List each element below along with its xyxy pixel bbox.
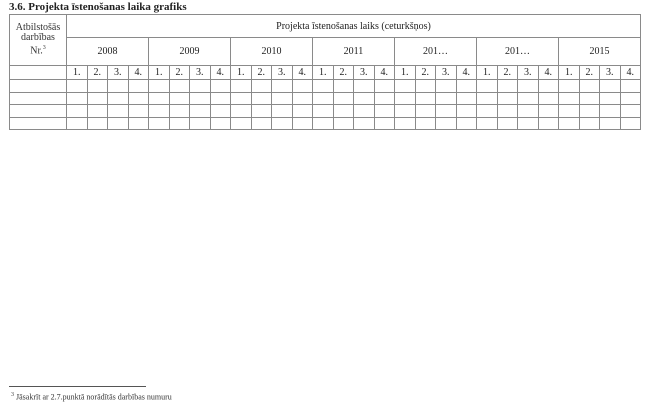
schedule-cell[interactable]: [518, 80, 539, 93]
quarter-header: 2.: [87, 66, 108, 80]
schedule-cell[interactable]: [292, 105, 313, 118]
section-title: 3.6. Projekta īstenošanas laika grafiks: [9, 1, 187, 13]
schedule-cell[interactable]: [395, 92, 416, 105]
schedule-cell[interactable]: [190, 92, 211, 105]
schedule-cell[interactable]: [518, 117, 539, 130]
schedule-cell[interactable]: [251, 105, 272, 118]
quarter-header: 2.: [415, 66, 436, 80]
year-header: 2015: [559, 38, 641, 66]
schedule-cell[interactable]: [456, 117, 477, 130]
schedule-cell[interactable]: [190, 117, 211, 130]
schedule-cell[interactable]: [87, 92, 108, 105]
schedule-cell[interactable]: [87, 80, 108, 93]
quarter-header: 1.: [231, 66, 252, 80]
schedule-cell[interactable]: [395, 80, 416, 93]
schedule-cell[interactable]: [415, 117, 436, 130]
schedule-cell[interactable]: [128, 117, 149, 130]
quarter-header: 1.: [149, 66, 170, 80]
schedule-cell[interactable]: [600, 80, 621, 93]
schedule-cell[interactable]: [374, 80, 395, 93]
schedule-cell[interactable]: [108, 92, 129, 105]
schedule-cell[interactable]: [128, 105, 149, 118]
quarter-header: 2.: [251, 66, 272, 80]
schedule-cell[interactable]: [579, 117, 600, 130]
schedule-cell[interactable]: [108, 80, 129, 93]
schedule-cell[interactable]: [149, 105, 170, 118]
quarter-header: 4.: [620, 66, 641, 80]
year-header: 2008: [67, 38, 149, 66]
quarter-header: 4.: [538, 66, 559, 80]
schedule-cell[interactable]: [559, 105, 580, 118]
schedule-cell[interactable]: [67, 105, 88, 118]
schedule-cell[interactable]: [272, 80, 293, 93]
schedule-cell[interactable]: [210, 117, 231, 130]
quarter-header: 3.: [190, 66, 211, 80]
schedule-cell[interactable]: [292, 92, 313, 105]
schedule-cell[interactable]: [477, 92, 498, 105]
footnote: $^3$ Jāsakrīt ar 2.7.punktā norādītās darbības numuru: [11, 392, 172, 402]
schedule-cell[interactable]: [518, 92, 539, 105]
schedule-cell[interactable]: [497, 92, 518, 105]
schedule-cell[interactable]: [354, 80, 375, 93]
schedule-cell[interactable]: [149, 117, 170, 130]
schedule-cell[interactable]: [251, 117, 272, 130]
schedule-cell[interactable]: [333, 105, 354, 118]
schedule-cell[interactable]: [456, 105, 477, 118]
year-header: 2011: [313, 38, 395, 66]
schedule-cell[interactable]: [251, 92, 272, 105]
schedule-cell[interactable]: [415, 80, 436, 93]
schedule-cell[interactable]: [620, 92, 641, 105]
schedule-cell[interactable]: [579, 92, 600, 105]
schedule-cell[interactable]: [497, 117, 518, 130]
schedule-cell[interactable]: [559, 92, 580, 105]
schedule-cell[interactable]: [436, 105, 457, 118]
schedule-cell[interactable]: [436, 80, 457, 93]
schedule-cell[interactable]: [477, 80, 498, 93]
schedule-cell[interactable]: [374, 105, 395, 118]
schedule-cell[interactable]: [538, 117, 559, 130]
year-header: 201…: [395, 38, 477, 66]
schedule-cell[interactable]: [600, 117, 621, 130]
schedule-cell[interactable]: [374, 92, 395, 105]
schedule-cell[interactable]: [251, 80, 272, 93]
schedule-cell[interactable]: [149, 80, 170, 93]
quarter-header: 2.: [497, 66, 518, 80]
schedule-cell[interactable]: [436, 117, 457, 130]
year-header: 2010: [231, 38, 313, 66]
table-row: [10, 105, 641, 118]
schedule-cell[interactable]: [579, 80, 600, 93]
schedule-cell[interactable]: [313, 80, 334, 93]
quarter-header: 3.: [272, 66, 293, 80]
quarter-header: 3.: [518, 66, 539, 80]
schedule-cell[interactable]: [518, 105, 539, 118]
schedule-cell[interactable]: [128, 80, 149, 93]
schedule-cell[interactable]: [292, 117, 313, 130]
schedule-cell[interactable]: [67, 92, 88, 105]
schedule-table: [9, 14, 641, 130]
schedule-cell[interactable]: [538, 105, 559, 118]
schedule-cell[interactable]: [272, 105, 293, 118]
schedule-cell[interactable]: [210, 80, 231, 93]
schedule-cell[interactable]: [415, 92, 436, 105]
schedule-cell[interactable]: [210, 92, 231, 105]
schedule-cell[interactable]: [87, 105, 108, 118]
action-number-cell[interactable]: [10, 117, 67, 130]
timeline-header: Projekta īstenošanas laiks (ceturkšņos): [67, 15, 641, 38]
schedule-cell[interactable]: [210, 105, 231, 118]
schedule-cell[interactable]: [231, 80, 252, 93]
quarter-header: 3.: [436, 66, 457, 80]
schedule-cell[interactable]: [600, 92, 621, 105]
quarter-header: 1.: [395, 66, 416, 80]
schedule-cell[interactable]: [292, 80, 313, 93]
schedule-cell[interactable]: [354, 117, 375, 130]
schedule-cell[interactable]: [333, 117, 354, 130]
schedule-cell[interactable]: [87, 117, 108, 130]
quarter-header: 3.: [354, 66, 375, 80]
quarter-header: 4.: [456, 66, 477, 80]
table-row: [10, 80, 641, 93]
schedule-cell[interactable]: [395, 105, 416, 118]
schedule-cell[interactable]: [231, 105, 252, 118]
schedule-cell[interactable]: [497, 80, 518, 93]
schedule-cell[interactable]: [313, 117, 334, 130]
footnote-divider: [9, 386, 146, 387]
schedule-cell[interactable]: [415, 105, 436, 118]
quarter-header: 1.: [313, 66, 334, 80]
schedule-cell[interactable]: [128, 92, 149, 105]
schedule-cell[interactable]: [67, 80, 88, 93]
schedule-cell[interactable]: [231, 117, 252, 130]
quarter-header: 1.: [559, 66, 580, 80]
schedule-cell[interactable]: [477, 105, 498, 118]
quarter-header: 2.: [169, 66, 190, 80]
quarter-header: 4.: [128, 66, 149, 80]
schedule-cell[interactable]: [477, 117, 498, 130]
quarter-header: 3.: [600, 66, 621, 80]
schedule-cell[interactable]: [497, 105, 518, 118]
schedule-cell[interactable]: [620, 80, 641, 93]
schedule-cell[interactable]: [456, 92, 477, 105]
table-row: [10, 92, 641, 105]
schedule-cell[interactable]: [395, 117, 416, 130]
schedule-cell[interactable]: [620, 117, 641, 130]
schedule-cell[interactable]: [149, 92, 170, 105]
schedule-cell[interactable]: [579, 105, 600, 118]
quarter-header: 4.: [374, 66, 395, 80]
schedule-cell[interactable]: [272, 92, 293, 105]
schedule-cell[interactable]: [333, 80, 354, 93]
schedule-cell[interactable]: [108, 117, 129, 130]
schedule-cell[interactable]: [67, 117, 88, 130]
schedule-cell[interactable]: [620, 105, 641, 118]
quarter-header: 4.: [292, 66, 313, 80]
schedule-cell[interactable]: [374, 117, 395, 130]
table-row: [10, 117, 641, 130]
year-header: 2009: [149, 38, 231, 66]
schedule-cell[interactable]: [169, 80, 190, 93]
schedule-cell[interactable]: [313, 105, 334, 118]
quarter-header: 1.: [477, 66, 498, 80]
schedule-cell[interactable]: [333, 92, 354, 105]
schedule-cell[interactable]: [190, 80, 211, 93]
quarter-header: 2.: [579, 66, 600, 80]
action-number-cell[interactable]: [10, 105, 67, 118]
schedule-cell[interactable]: [559, 117, 580, 130]
schedule-cell[interactable]: [169, 92, 190, 105]
schedule-cell[interactable]: [169, 117, 190, 130]
schedule-cell[interactable]: [354, 105, 375, 118]
quarter-header: 2.: [333, 66, 354, 80]
schedule-cell[interactable]: [600, 105, 621, 118]
schedule-cell[interactable]: [313, 92, 334, 105]
action-number-header: Atbilstošās darbības Nr.$^3$: [10, 15, 67, 66]
schedule-cell[interactable]: [538, 80, 559, 93]
action-number-cell[interactable]: [10, 80, 67, 93]
schedule-cell[interactable]: [538, 92, 559, 105]
schedule-cell[interactable]: [354, 92, 375, 105]
schedule-cell[interactable]: [456, 80, 477, 93]
schedule-cell[interactable]: [436, 92, 457, 105]
schedule-cell[interactable]: [108, 105, 129, 118]
schedule-cell[interactable]: [231, 92, 252, 105]
quarter-header: 1.: [67, 66, 88, 80]
schedule-cell[interactable]: [559, 80, 580, 93]
schedule-cell[interactable]: [272, 117, 293, 130]
schedule-cell[interactable]: [190, 105, 211, 118]
year-header: 201…: [477, 38, 559, 66]
quarter-header: 3.: [108, 66, 129, 80]
action-number-cell[interactable]: [10, 92, 67, 105]
schedule-cell[interactable]: [169, 105, 190, 118]
quarter-header: 4.: [210, 66, 231, 80]
